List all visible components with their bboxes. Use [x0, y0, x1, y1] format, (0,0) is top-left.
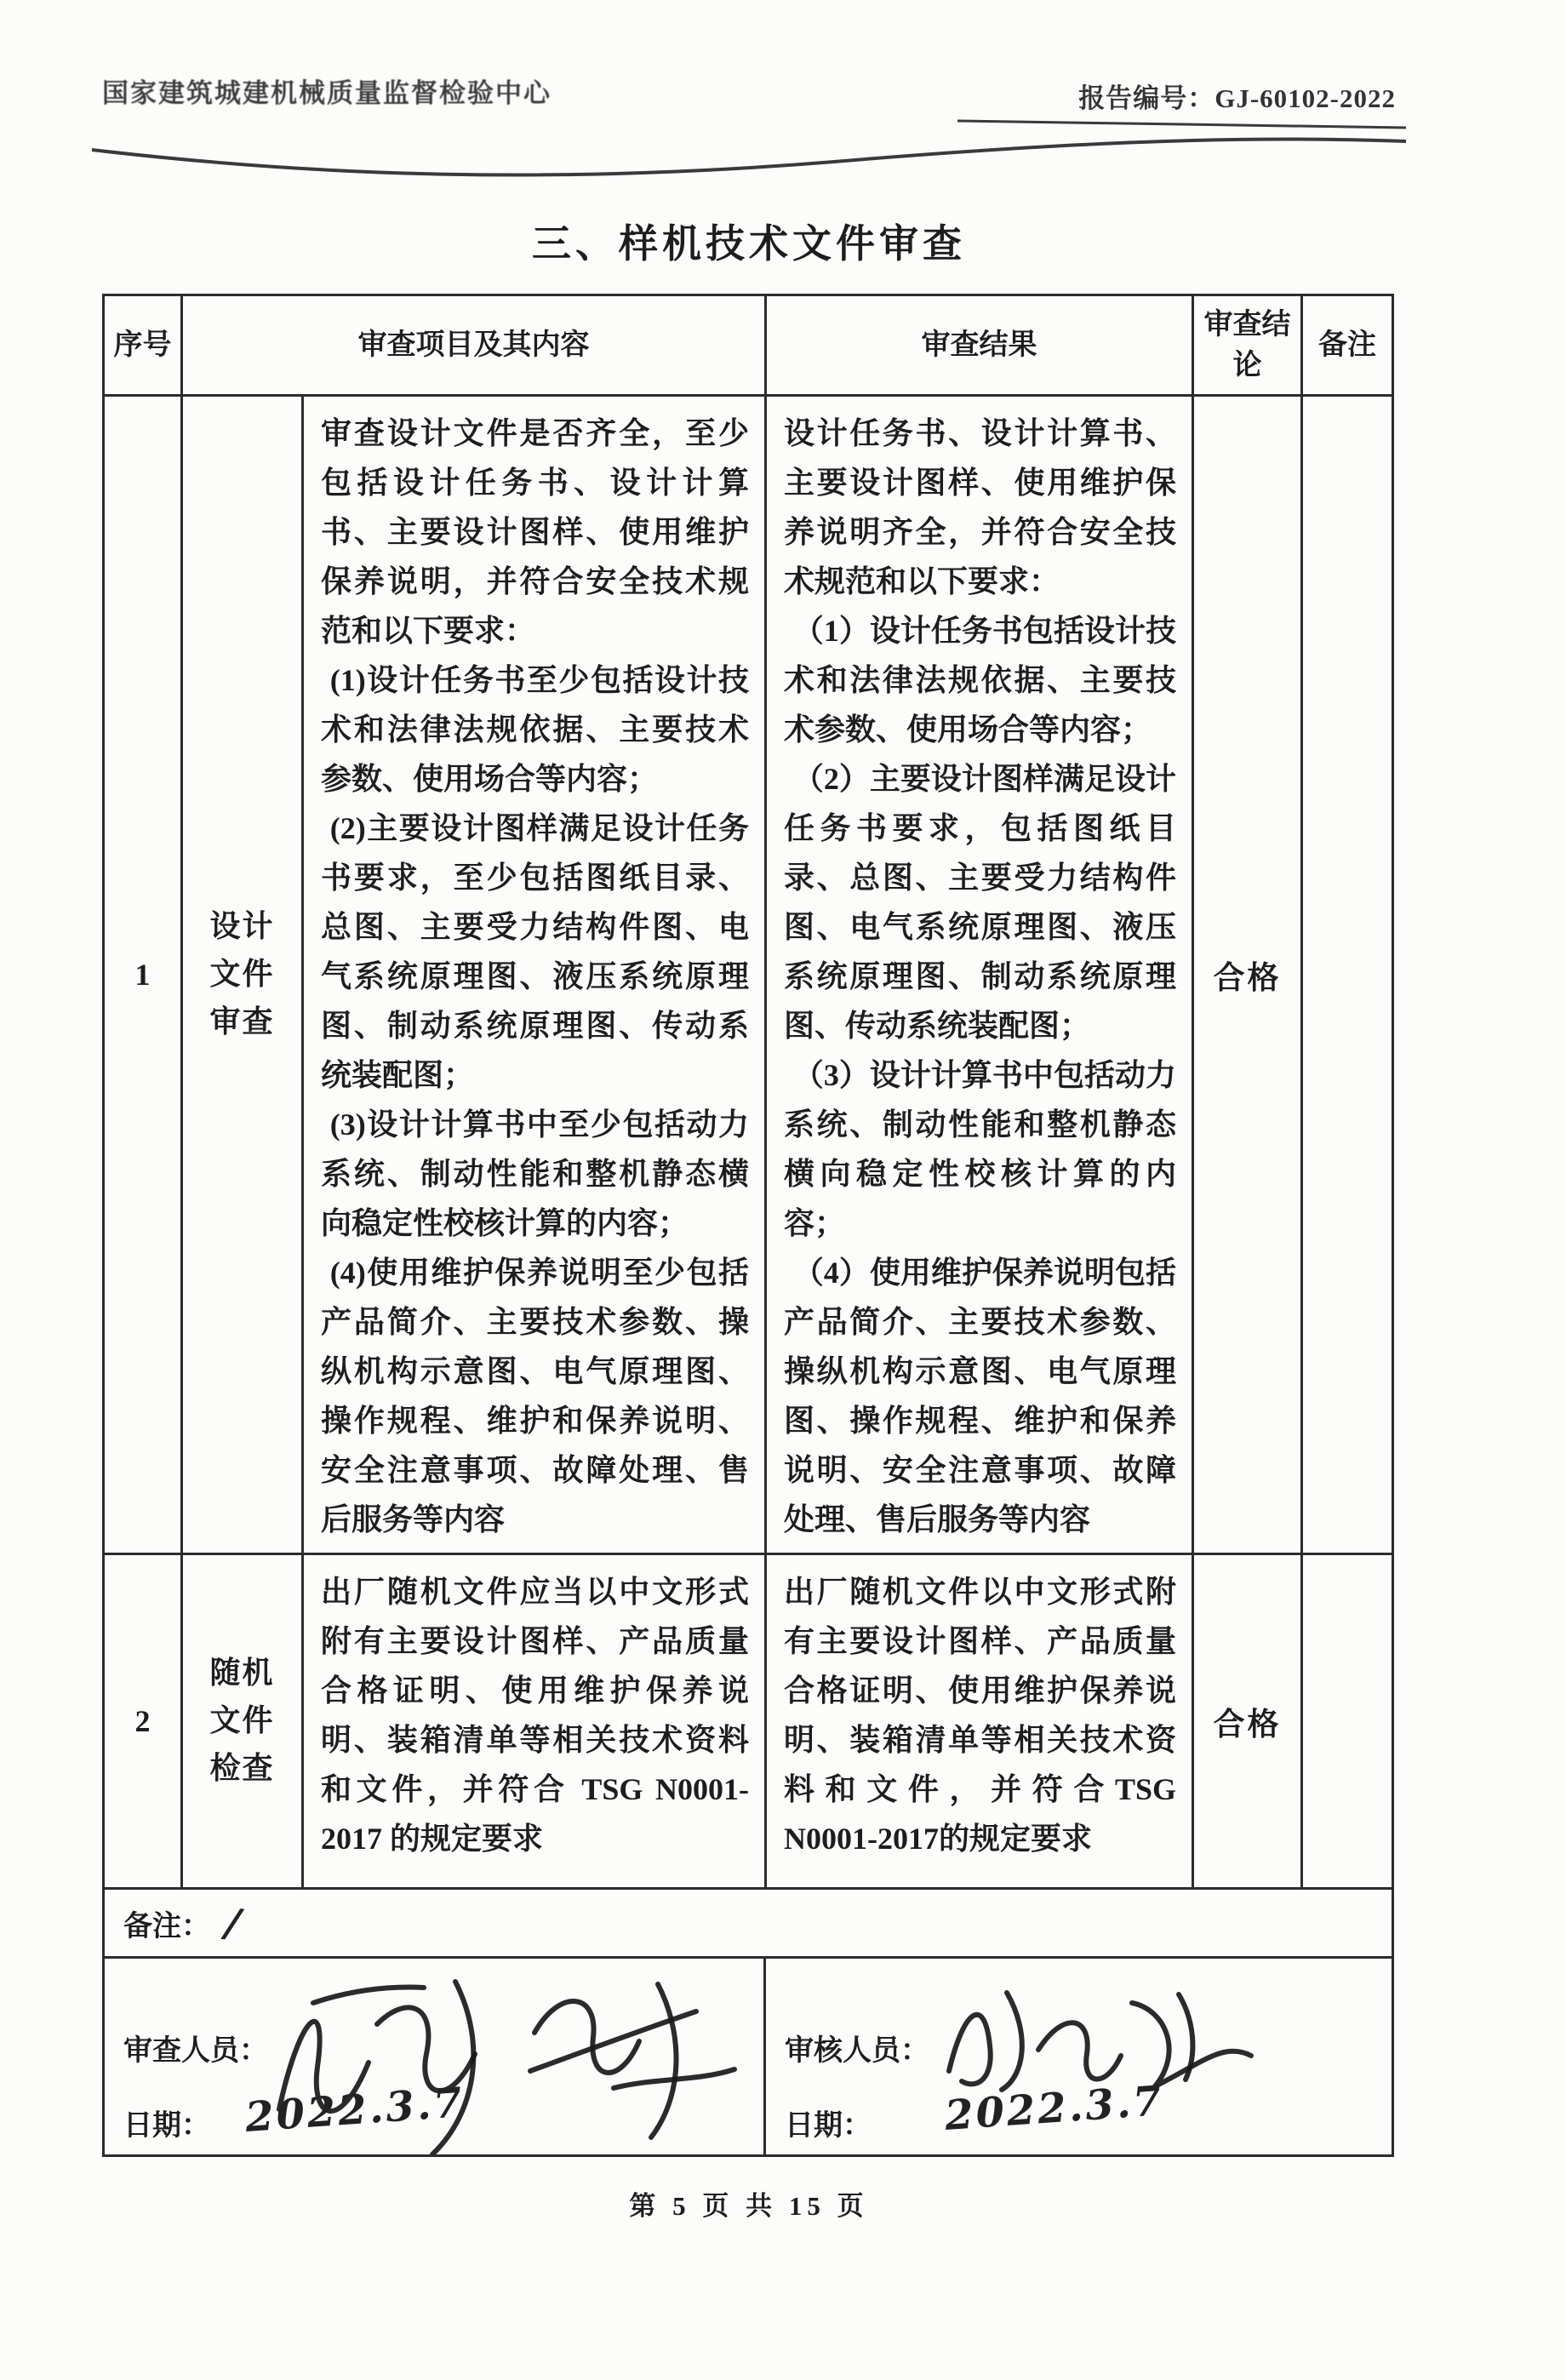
item-label-cell [183, 397, 304, 1555]
column-header-conclusion: 审查结论 [1194, 296, 1303, 397]
review-table [102, 294, 1394, 1890]
item-label-line: 审查 [209, 1004, 275, 1038]
result-paragraph: （3）设计计算书中包括动力系统、制动性能和整机静态横向稳定性校核计算的内容； [784, 1058, 1176, 1240]
conclusion-cell: 合格 [1194, 397, 1303, 1555]
conclusion-cell: 合格 [1194, 1555, 1303, 1887]
content-paragraph: 出厂随机文件应当以中文形式附有主要设计图样、产品质量合格证明、使用维护保养说明、装箱清单等相关技术资料和文件，并符合 TSG N0001-2017 的规定要求 [321, 1575, 749, 1856]
result-cell [767, 1555, 1194, 1887]
result-paragraph: 出厂随机文件以中文形式附有主要设计图样、产品质量合格证明、使用维护保养说明、装箱清单等相关技术资料和文件，并符合TSG N0001-2017的规定要求 [784, 1575, 1176, 1856]
content-paragraph: (1)设计任务书至少包括设计技术和法律法规依据、主要技术参数、使用场合等内容； [321, 663, 749, 796]
row-number-cell: 1 [105, 397, 183, 1555]
result-paragraph: （4）使用维护保养说明包括产品简介、主要技术参数、操纵机构示意图、电气原理图、操作规程、维护和保养说明、安全注意事项、故障处理、售后服务等内容 [784, 1256, 1176, 1536]
remark-cell [1303, 1555, 1392, 1887]
item-label-line: 文件 [209, 1703, 275, 1738]
result-paragraph: 设计任务书、设计计算书、主要设计图样、使用维护保养说明齐全，并符合安全技术规范和以下要求： [784, 416, 1176, 598]
remark-cell [1303, 397, 1392, 1555]
auditor-box [766, 1959, 1392, 2154]
content-paragraph: (2)主要设计图样满足设计任务书要求，至少包括图纸目录、总图、主要受力结构件图、电气系统原理图、液压系统原理图、制动系统原理图、传动系统装配图； [321, 811, 749, 1092]
result-cell [767, 397, 1194, 1555]
date-label: 日期： [123, 2110, 210, 2142]
content-cell [304, 397, 767, 1555]
date-label: 日期： [785, 2110, 872, 2142]
header-rule-line [85, 109, 1413, 186]
signoff-section [102, 1956, 1394, 2157]
reviewer-box [105, 1959, 766, 2154]
report-number: 报告编号：GJ-60102-2022 [1078, 83, 1396, 113]
result-paragraph: （1）设计任务书包括设计技术和法律法规依据、主要技术参数、使用场合等内容； [784, 614, 1176, 747]
item-label-line: 检查 [209, 1750, 275, 1785]
page-footer: 第 5 页 共 15 页 [629, 2191, 869, 2221]
item-label-cell [183, 1555, 304, 1887]
item-label-line: 文件 [209, 957, 275, 992]
remarks-value: / [223, 1899, 243, 1947]
auditor-date: 2022.3.7 [943, 2077, 1166, 2140]
item-label-line: 随机 [209, 1656, 275, 1691]
page-title: 三、样机技术文件审查 [532, 222, 966, 266]
item-label-line: 设计 [209, 909, 275, 944]
column-header-remark: 备注 [1303, 296, 1392, 397]
content-paragraph: (4)使用维护保养说明至少包括产品简介、主要技术参数、操纵机构示意图、电气原理图、操作规程、维护和保养说明、安全注意事项、故障处理、售后服务等内容 [321, 1256, 749, 1536]
content-cell [304, 1555, 767, 1887]
column-header-seq: 序号 [105, 296, 183, 397]
content-paragraph: 审查设计文件是否齐全，至少包括设计任务书、设计计算书、主要设计图样、使用维护保养说明，并符合安全技术规范和以下要求： [321, 416, 749, 648]
org-name: 国家建筑城建机械质量监督检验中心 [102, 78, 552, 108]
auditor-label: 审核人员： [785, 2035, 929, 2067]
column-header-result: 审查结果 [767, 296, 1194, 397]
row-number-cell: 2 [105, 1555, 183, 1887]
reviewer-date: 2022.3.7 [243, 2079, 466, 2142]
remarks-label: 备注： [123, 1910, 210, 1942]
result-paragraph: （2）主要设计图样满足设计任务书要求，包括图纸目录、总图、主要受力结构件图、电气系统原理图、液压系统原理图、制动系统原理图、传动系统装配图； [784, 762, 1176, 1043]
content-paragraph: (3)设计计算书中至少包括动力系统、制动性能和整机静态横向稳定性校核计算的内容； [321, 1107, 749, 1240]
reviewer-label: 审查人员： [123, 2035, 268, 2067]
remarks-row [102, 1890, 1394, 1956]
column-header-item: 审查项目及其内容 [183, 296, 767, 397]
